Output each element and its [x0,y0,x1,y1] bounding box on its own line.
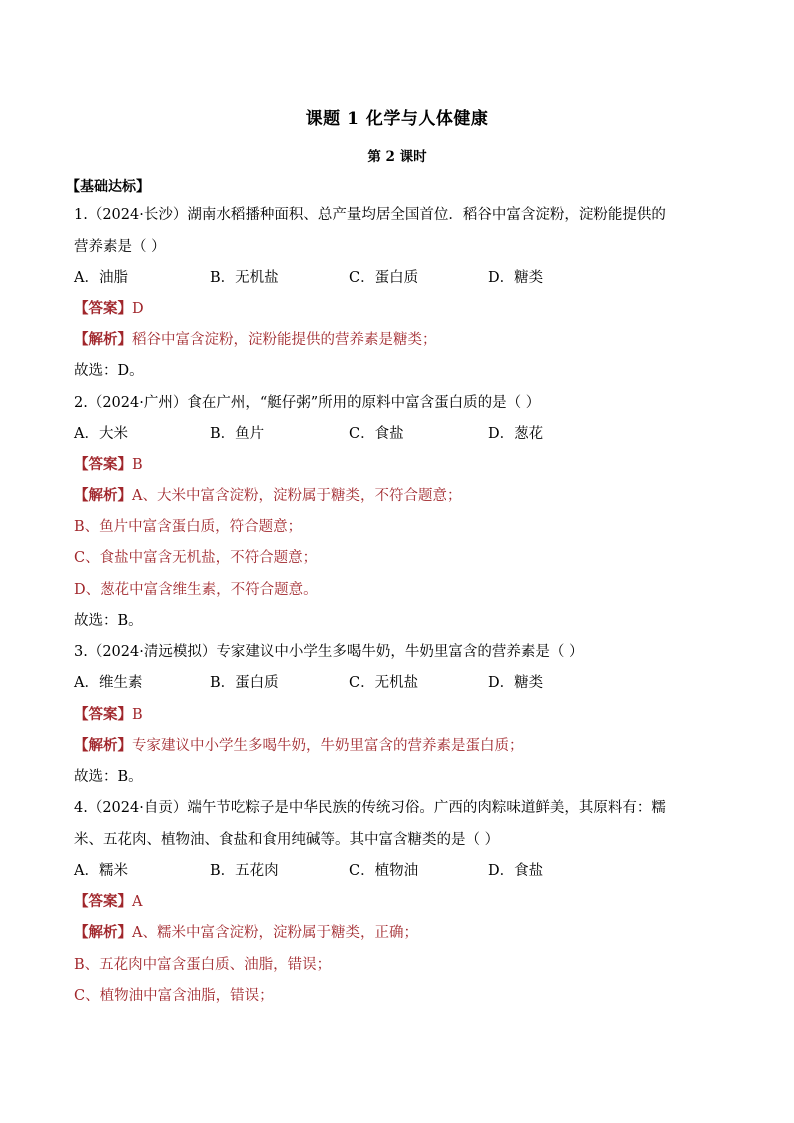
question-3-answer [74,705,143,725]
answer-tag: 【答案】 [74,456,132,473]
question-1-answer [74,299,144,319]
answer-tag: 【答案】 [74,893,132,910]
question-4-analysis-1 [74,923,418,943]
option-b: B．五花肉 [210,863,279,879]
question-4-stem-line2: 米、五花肉、植物油、食盐和食用纯碱等。其中富含糖类的是（ ） [74,832,500,848]
option-c: C．蛋白质 [349,270,419,286]
question-4-analysis-3: C、植物油中富含油脂，错误； [74,988,274,1004]
answer-value: B [132,707,143,723]
question-2-answer [74,455,143,475]
question-2-analysis-2: B、鱼片中富含蛋白质，符合题意； [74,519,303,535]
option-c: C．无机盐 [349,675,419,691]
question-1-conclusion: 故选：D。 [74,363,144,379]
question-4-answer [74,892,142,912]
question-2-stem-line1: 2.（2024·广州）食在广州，“艇仔粥”所用的原料中富含蛋白质的是（ ） [74,395,541,411]
question-3-stem-line1: 3.（2024·清远模拟）专家建议中小学生多喝牛奶，牛奶里富含的营养素是（ ） [74,644,584,660]
question-4-analysis-2: B、五花肉中富含蛋白质、油脂，错误； [74,957,332,973]
question-2-conclusion: 故选：B。 [74,613,143,629]
option-a: A．大米 [74,426,128,442]
option-a: A．维生素 [74,675,143,691]
option-d: D．葱花 [488,426,544,442]
option-b: B．无机盐 [210,270,279,286]
section-label: 【基础达标】 [66,179,150,195]
option-a: A．糯米 [74,863,128,879]
analysis-text: A、大米中富含淀粉，淀粉属于糖类，不符合题意； [132,488,462,504]
page-subtitle: 第 2 课时 [367,149,427,165]
option-c: C．植物油 [349,863,419,879]
analysis-text: 稻谷中富含淀粉，淀粉能提供的营养素是糖类； [132,332,437,348]
analysis-tag: 【解析】 [74,924,132,941]
question-4-stem-line1: 4.（2024·自贡）端午节吃粽子是中华民族的传统习俗。广西的肉粽味道鲜美，其原料有：糯 [74,800,666,816]
answer-value: A [132,894,143,910]
analysis-text: A、糯米中富含淀粉，淀粉属于糖类，正确； [132,925,418,941]
question-2-analysis-1 [74,486,461,506]
answer-tag: 【答案】 [74,706,132,723]
option-b: B．鱼片 [210,426,265,442]
analysis-text: 专家建议中小学生多喝牛奶，牛奶里富含的营养素是蛋白质； [132,738,524,754]
question-3-analysis [74,736,524,756]
answer-value: D [132,301,144,317]
option-b: B．蛋白质 [210,675,279,691]
analysis-tag: 【解析】 [74,331,132,348]
analysis-tag: 【解析】 [74,487,132,504]
question-2-analysis-3: C、食盐中富含无机盐，不符合题意； [74,550,318,566]
question-2-analysis-4: D、葱花中富含维生素，不符合题意。 [74,582,318,598]
option-d: D．糖类 [488,675,544,691]
option-c: C．食盐 [349,426,404,442]
page-title: 课题 1 化学与人体健康 [305,109,489,129]
answer-tag: 【答案】 [74,300,132,317]
analysis-tag: 【解析】 [74,737,132,754]
question-1-stem-line1: 1.（2024·长沙）湖南水稻播种面积、总产量均居全国首位．稻谷中富含淀粉，淀粉能提供的 [74,207,666,223]
option-d: D．糖类 [488,270,544,286]
option-a: A．油脂 [74,270,128,286]
question-1-stem-line2: 营养素是（ ） [74,239,166,255]
answer-value: B [132,457,143,473]
option-d: D．食盐 [488,863,544,879]
question-1-analysis [74,330,437,350]
question-3-conclusion: 故选：B。 [74,769,143,785]
